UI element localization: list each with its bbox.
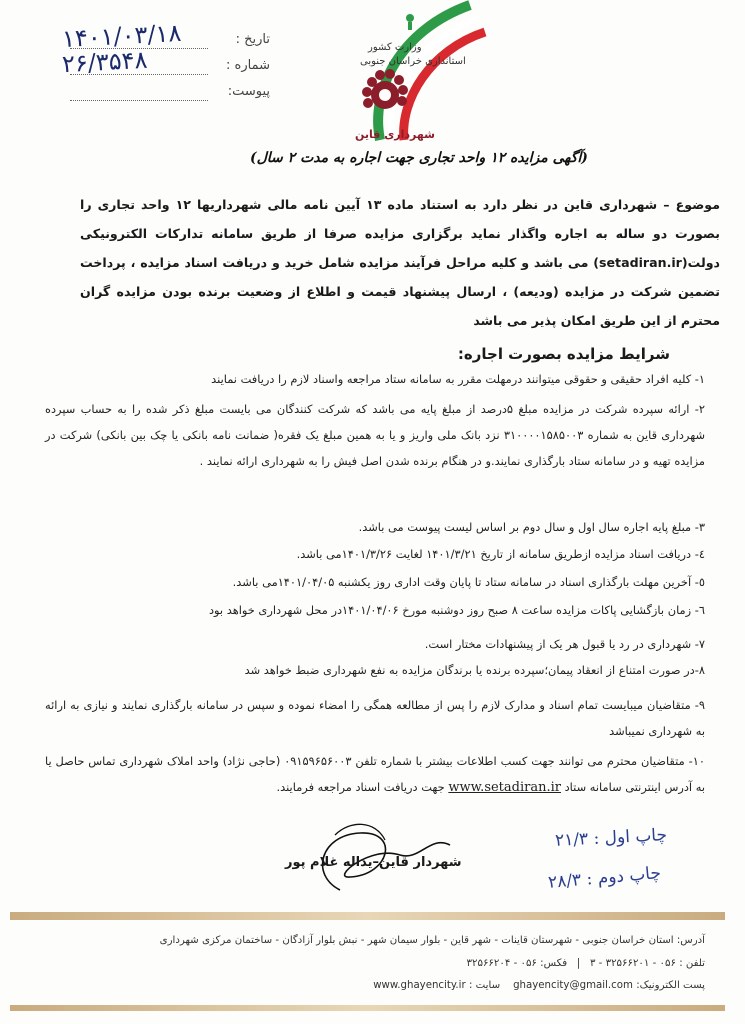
municipality-logo <box>330 0 490 150</box>
ministry-text: وزارت کشور <box>368 42 422 53</box>
condition-9: ۹- متقاضیان میبایست تمام اسناد و مدارک لازم را پس از مطالعه همگی را امضاء نموده و سپس در سامانه بارگذاری نمایند و نیازی به ارائه به شهرداری نمیباشد <box>45 698 705 738</box>
attachment-row <box>60 80 270 106</box>
subject-paragraph: موضوع – شهرداری قاین در نظر دارد به استناد ماده ۱۳ آیین نامه مالی شهرداریها ۱۲ واحد تجاری را بصورت دو ساله به اجاره واگذار نماید برگزاری مزایده صرفا از طریق سامانه تدارکات الکترونیکی دولت(setadiran.ir) می باشد و کلیه مراحل فرآیند مزایده شامل خرید و دریافت اسناد مزایده ، پرداخت تضمین شرکت در مزایده (ودیعه) ، ارسال پیشنهاد قیمت و اطلاع از وضعیت برنده بودن مزایده گران محترم از این طریق امکان پذیر می باشد <box>80 197 720 328</box>
condition-3: ۳- مبلغ پایه اجاره سال اول و سال دوم بر اساس لیست پیوست می باشد. <box>358 520 705 534</box>
attachment-line <box>70 100 208 101</box>
condition-7: ۷- شهرداری در رد یا قبول هر یک از پیشنهادات مختار است. <box>424 637 705 651</box>
date-label: تاریخ : <box>235 32 270 47</box>
condition-2: ۲- ارائه سپرده شرکت در مزایده مبلغ ۵درصد از مبلغ پایه می باشد که شرکت کنندگان می بایست مبلغ ذکر شده را به حساب سپرده شهرداری قاین به شماره ۳۱۰۰۰۰۱۵۸۵۰۰۳ نزد بانک ملی واریز و یا به همین مبلغ یک فقره( ضمانت نامه بانکی یا چک بین بانکی) شرکت در مزایده تهیه و در سامانه ستاد بارگذاری نمایند.و در هنگام برنده شدن اصل فیش را به شهرداری ارائه نمایند . <box>45 402 705 468</box>
condition-4: ٤- دریافت اسناد مزایده ازطریق سامانه از تاریخ ۱۴۰۱/۳/۲۱ لغایت ۱۴۰۱/۳/۲۶می باشد. <box>296 547 705 561</box>
signature-text: شهردار قاین–یداله غلام پور <box>285 855 462 870</box>
condition-10 <box>45 748 705 801</box>
site-value[interactable]: www.ghayencity.ir <box>373 980 466 991</box>
number-label: شماره : <box>226 58 270 73</box>
second-print-note: چاپ دوم : ۲۸/۳ <box>547 863 662 893</box>
number-value: ۲۶/۳۵۴۸ <box>61 45 149 79</box>
document-meta <box>60 18 270 106</box>
footer-phones: تلفن : ۰۵۶ - ۳۲۵۶۶۲۰۱ - ۳ | فکس: ۰۵۶ - ۳۲۵۶۶۲۰۴ <box>466 958 705 969</box>
number-row <box>60 45 270 80</box>
email-value[interactable]: ghayencity@gmail.com <box>513 980 633 991</box>
conditions-title: شرایط مزایده بصورت اجاره: <box>457 345 670 363</box>
phone-label: تلفن : <box>679 958 705 969</box>
fax-label: فکس: <box>540 958 568 969</box>
advertisement-title: (آگهی مزایده ۱۲ واحد تجاری جهت اجاره به مدت ۲ سال) <box>250 150 588 166</box>
email-label: پست الکترونیک: <box>636 980 705 991</box>
first-print-note: چاپ اول : ۲۱/۳ <box>554 825 668 851</box>
setadiran-link[interactable]: www.setadiran.ir <box>448 780 561 795</box>
governorate-text: استانداری خراسان جنوبی <box>360 56 466 67</box>
condition-10-tail: جهت دریافت اسناد مراجعه فرمایند. <box>276 780 445 794</box>
footer-bottom-band <box>10 1005 725 1011</box>
condition-8: ۸-در صورت امتناع از انعقاد پیمان؛سپرده برنده یا برندگان مزایده به نفع شهرداری ضبط خواهد شد <box>244 663 705 677</box>
date-value: ۱۴۰۱/۰۳/۱۸ <box>61 18 182 54</box>
footer-address: آدرس: استان خراسان جنوبی - شهرستان قاینات - شهر قاین - بلوار سیمان شهر - نبش بلوار آزادگان - ساختمان مرکزی شهرداری <box>159 935 705 946</box>
condition-5: ٥- آخرین مهلت بارگذاری اسناد در سامانه ستاد تا پایان وقت اداری روز یکشنبه ۱۴۰۱/۰۴/۰۵می باشد. <box>232 575 705 589</box>
municipality-text: شهرداری قاین <box>355 128 435 141</box>
fax-value: ۰۵۶ - ۳۲۵۶۶۲۰۴ <box>466 958 537 969</box>
attachment-label: پیوست: <box>227 84 270 99</box>
condition-10-text: ۱۰- متقاضیان محترم می توانند جهت کسب اطلاعات بیشتر با شماره تلفن ۰۹۱۵۹۶۵۶۰۰۳ (حاجی نژاد) واحد املاک شهرداری تماس حاصل یا به آدرس اینترنتی سامانه ستاد <box>45 754 705 794</box>
site-label: سایت : <box>468 980 501 991</box>
phone-value: ۰۵۶ - ۳۲۵۶۶۲۰۱ - ۳ <box>589 958 676 969</box>
condition-1: ۱- کلیه افراد حقیقی و حقوقی میتوانند درمهلت مقرر به سامانه ستاد مراجعه واسناد لازم را دریافت نمایند <box>211 372 705 386</box>
condition-6: ٦- زمان بازگشایی پاکات مزایده ساعت ۸ صبح روز دوشنبه مورخ ۱۴۰۱/۰۴/۰۶در محل شهرداری خواهد بود <box>208 603 705 617</box>
footer-contacts <box>373 980 705 991</box>
footer-top-band <box>10 912 725 920</box>
